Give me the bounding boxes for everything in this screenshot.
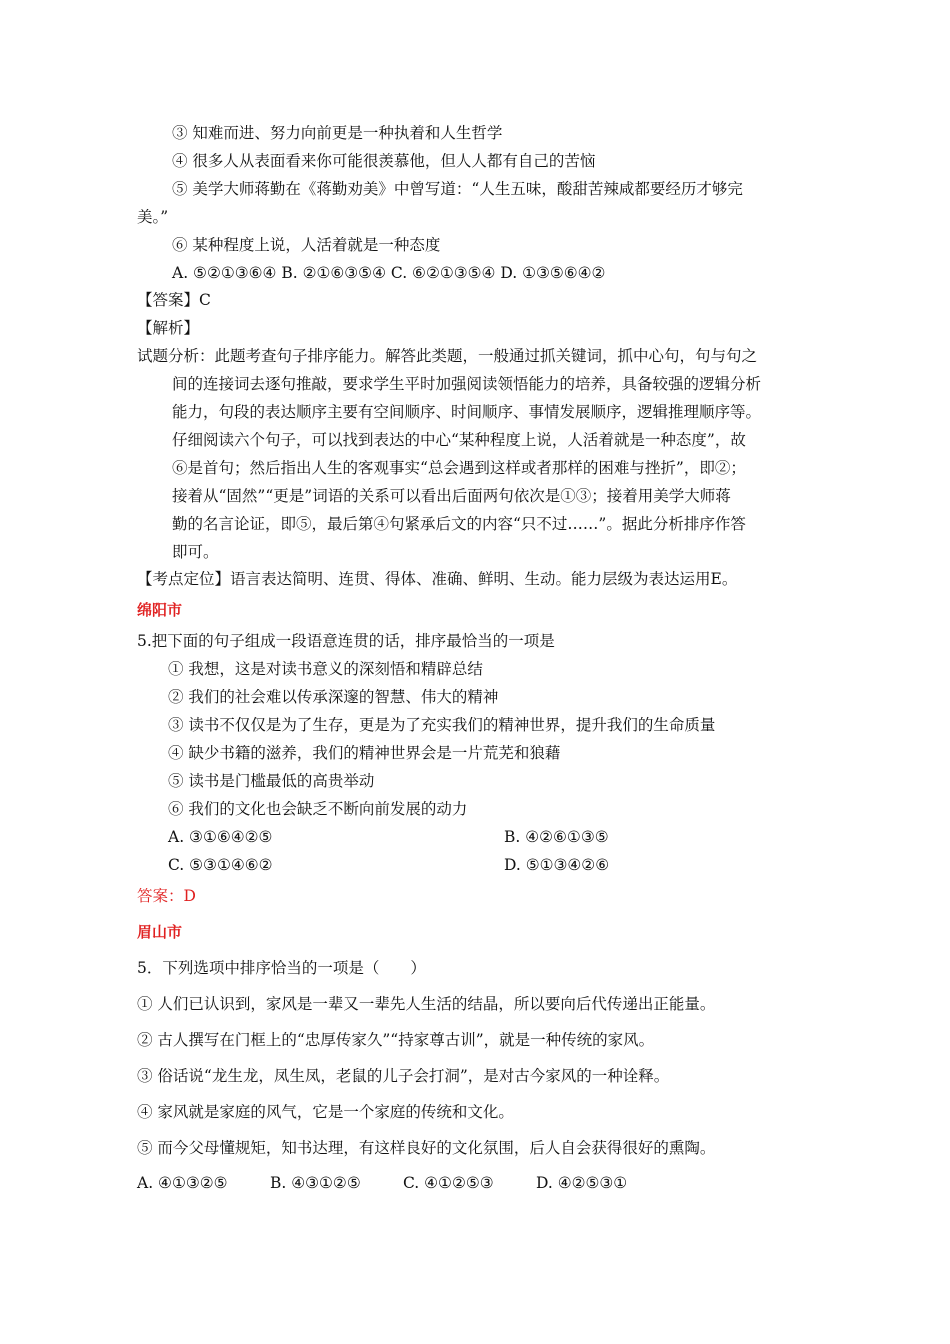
option-item-6: ⑥ 某种程度上说，人活着就是一种态度 [172,236,441,254]
option-d: D. ④②⑤③① [536,1174,628,1192]
option-b: B. ④③①②⑤ [270,1174,361,1192]
city-heading-mianyang: 绵阳市 [137,601,183,619]
sentence-item-1: ① 我想，这是对读书意义的深刻悟和精辟总结 [168,660,483,678]
analysis-line-1: 试题分析：此题考查句子排序能力。解答此类题，一般通过抓关键词，抓中心句，句与句之 [137,347,758,365]
analysis-line-5: ⑥是首句；然后指出人生的客观事实“总会遇到这样或者那样的困难与挫折”，即②； [172,459,746,477]
sentence-item-1: ① 人们已认识到，家风是一辈又一辈先人生活的结晶，所以要向后代传递出正能量。 [137,995,716,1013]
sentence-item-3: ③ 读书不仅仅是为了生存，更是为了充实我们的精神世界，提升我们的生命质量 [168,716,716,734]
option-c: C. ⑤③①④⑥② [168,856,273,874]
option-b: B. ④②⑥①③⑤ [504,828,609,846]
analysis-line-3: 能力，句段的表达顺序主要有空间顺序、时间顺序、事情发展顺序，逻辑推理顺序等。 [172,403,762,421]
answer-label: 【答案】C [137,291,211,309]
option-item-5: ⑤ 美学大师蒋勤在《蒋勤劝美》中曾写道：“人生五味，酸甜苦辣咸都要经历才够完 [172,180,743,198]
question-stem: 5.把下面的句子组成一段语意连贯的话，排序最恰当的一项是 [137,632,555,650]
sentence-item-2: ② 我们的社会难以传承深邃的智慧、伟大的精神 [168,688,499,706]
sentence-item-3: ③ 俗话说“龙生龙，凤生凤，老鼠的儿子会打洞”，是对古今家风的一种诠释。 [137,1067,670,1085]
sentence-item-5: ⑤ 而今父母懂规矩，知书达理，有这样良好的文化氛围，后人自会获得很好的熏陶。 [137,1139,716,1157]
answer-options: A. ⑤②①③⑥④ B. ②①⑥③⑤④ C. ⑥②①③⑤④ D. ①③⑤⑥④② [172,264,606,282]
sentence-item-4: ④ 缺少书籍的滋养，我们的精神世界会是一片荒芜和狼藉 [168,744,561,762]
city-heading-meishan: 眉山市 [137,923,183,941]
option-a: A. ④①③②⑤ [137,1174,228,1192]
option-item-4: ④ 很多人从表面看来你可能很羡慕他，但人人都有自己的苦恼 [172,152,596,170]
analysis-line-6: 接着从“固然”“更是”词语的关系可以看出后面两句依次是①③；接着用美学大师蒋 [172,487,731,505]
analysis-line-7: 勤的名言论证，即⑤，最后第④句紧承后文的内容“只不过……”。据此分析排序作答 [172,515,746,533]
answer-line: 答案：D [137,887,196,905]
sentence-item-5: ⑤ 读书是门槛最低的高贵举动 [168,772,375,790]
question-stem-2: 5．下列选项中排序恰当的一项是（ ） [137,959,426,977]
sentence-item-2: ② 古人撰写在门框上的“忠厚传家久”“持家尊古训”，就是一种传统的家风。 [137,1031,655,1049]
option-a: A. ③①⑥④②⑤ [168,828,273,846]
analysis-label: 【解析】 [137,319,200,337]
kaodian-line: 【考点定位】语言表达简明、连贯、得体、准确、鲜明、生动。能力层级为表达运用E。 [137,570,738,588]
option-c: C. ④①②⑤③ [403,1174,494,1192]
sentence-item-6: ⑥ 我们的文化也会缺乏不断向前发展的动力 [168,800,468,818]
analysis-line-4: 仔细阅读六个句子，可以找到表达的中心“某种程度上说，人活着就是一种态度”，故 [172,431,746,449]
option-item-5-cont: 美。” [137,208,169,226]
option-d: D. ⑤①③④②⑥ [504,856,610,874]
analysis-line-8: 即可。 [172,543,219,561]
option-item-3: ③ 知难而进、努力向前更是一种执着和人生哲学 [172,124,503,142]
sentence-item-4: ④ 家风就是家庭的风气，它是一个家庭的传统和文化。 [137,1103,514,1121]
analysis-line-2: 间的连接词去逐句推敲，要求学生平时加强阅读领悟能力的培养，具备较强的逻辑分析 [172,375,762,393]
